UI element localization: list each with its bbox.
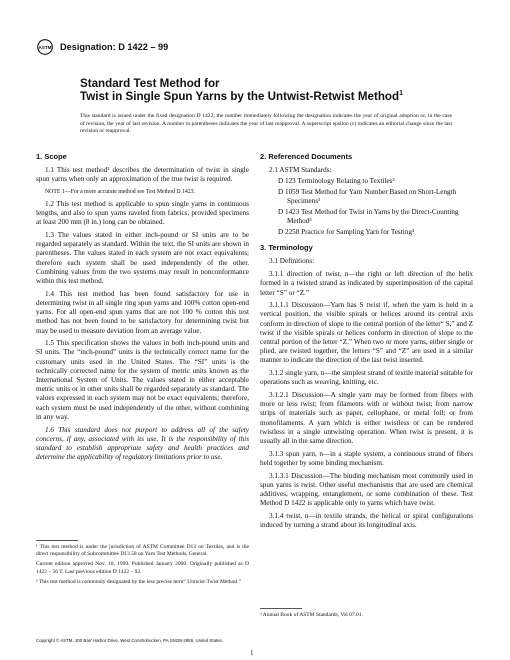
- footnote-rule: [36, 540, 78, 541]
- title-footnote-mark: 1: [399, 90, 403, 98]
- paragraph-3-1-2-1: 3.1.2.1 Discussion—A single yarn may be formed from fibers with more or less twist; from filaments with or without twist; from narrow strips of materials such as paper, cellophane, or metal foil; or from monofilaments. A yarn which is either twistless or can be rendered twistless in a single untwisting operation. When twist is present, it is usually all in the same direction.: [260, 391, 473, 446]
- referenced-documents-section: [260, 152, 473, 237]
- footnote-1: ¹ This test method is under the jurisdiction of ASTM Committee D13 on Textiles, and is the direct responsibility of Subcommittee D13.58 on Yarn Test Methods, General.: [36, 544, 249, 558]
- paragraph-3-1-3-1: 3.1.3.1 Discussion—The binding mechanism most commonly used in spun yarns is twist. Other useful mechanisms that are used are chemical additives, wrapping, entanglement, or some combination of these. Test Method D 1422 is applicable only to yarns which have twist.: [260, 471, 473, 508]
- paragraph-1-5: 1.5 This specification shows the values in both inch-pound units and SI units. The “inch-pound” units is the technically correct name for the customary units used in the United States. The “SI” units is the technically corrected name for the system of metric units known as the International System of Units. The values stated in either acceptable metric units or in other units shall be regarded separately as standard. The values expressed in each system may not be exact equivalents; therefore, each system must be used independently of the other, without combining in any way.: [36, 339, 249, 421]
- right-column: [260, 152, 473, 534]
- copyright-line: Copyright © ASTM, 100 Barr Harbor Drive, West Conshohocken, PA 19428-2959, United States.: [36, 638, 224, 643]
- subsection-definitions: 3.1 Definitions:: [269, 257, 315, 266]
- reference-item: D 1059 Test Method for Yarn Number Based on Short-Length Specimens³: [278, 187, 457, 206]
- title-line-1: Standard Test Method for: [80, 77, 220, 90]
- reference-item: D 1423 Test Method for Twist in Yarns by the Direct-Counting Method³: [278, 207, 459, 226]
- section-heading-terminology: 3. Terminology: [260, 243, 313, 253]
- footnote-3: ³ Annual Book of ASTM Standards, Vol 07.01.: [260, 612, 363, 618]
- paragraph-1-4: 1.4 This test method has been found satisfactory for use in determining twist in all single ring spun yarns and 100% cotton open-end yarns. For all open-end spun yarns that are not 100 % cotton this test method has not been found to be satisfactory for determining twist but may be used to measure deviation from an average value.: [36, 289, 249, 335]
- reference-item: D 2258 Practice for Sampling Yarn for Testing³: [278, 227, 415, 236]
- paragraph-3-1-1-1: 3.1.1.1 Discussion—Yarn has S twist if, when the yarn is held in a vertical position, the visible spirals or helices around its central axis conform in direction of slope to the central portion of the letter“ S,” and Z twist if the visible spirals or helices conform in direction of slope to the central portion of the letter “Z.” When two or more yarns, either single or plied, are twisted together, the letters “S” and “Z” are used in a similar manner to indicate the direction of the last twist inserted.: [260, 301, 473, 365]
- footnote-1-cont: Current edition approved Nov. 10, 1999. Published January 2000. Originally published as D 1422 – 56 T. Last previous edition D 1422 – 92.: [36, 561, 249, 575]
- footnotes-right: [260, 608, 473, 622]
- section-heading-referenced-documents: 2. Referenced Documents: [260, 152, 353, 161]
- designation-notice: This standard is issued under the fixed designation D 1422; the number immediately following the designation indicates the year of original adoption or, in the case of revision, the year of last revision. A number in parentheses indicates the year of last reapproval. A superscript epsilon (ε) indicates an editorial change since the last revision or reapproval.: [80, 113, 452, 135]
- paragraph-3-1-1: 3.1.1 direction of twist, n—the right or left direction of the helix formed in a twisted strand as indicated by superimposition of the capital letter “S” or “Z.”: [260, 270, 473, 297]
- astm-logo-icon: [36, 39, 54, 55]
- paragraph-1-3: 1.3 The values stated in either inch-pound or SI units are to be regarded separately as standard. Within the text, the SI units are shown in parentheses. The values stated in each system are not exact equivalents; therefore each system shall be used independently of the other. Combining values from the two systems may result in nonconformance within this test method.: [36, 231, 249, 286]
- paragraph-3-1-2: 3.1.2 single yarn, n—the simplest strand of textile material suitable for operations such as weaving, knitting, etc.: [260, 369, 473, 387]
- page-number: 1: [250, 649, 254, 657]
- svg-text:ASTM: ASTM: [38, 44, 52, 50]
- note-1: NOTE 1—For a more accurate method see Test Method D 1423.: [45, 188, 196, 195]
- document-title: [80, 77, 440, 103]
- document-header: [36, 39, 168, 55]
- paragraph-1-6: 1.6 This standard does not purport to address all of the safety concerns, if any, associated with its use. It is the responsibility of this standard to establish appropriate safety and health practices and determine the applicability of regulatory limitations prior to use.: [36, 425, 249, 462]
- section-heading-scope: 1. Scope: [36, 152, 67, 161]
- reference-list: [260, 177, 473, 237]
- reference-item: D 123 Terminology Relating to Textiles³: [278, 177, 395, 186]
- paragraph-1-1: 1.1 This test method² describes the determination of twist in single spun yarns when only an approximation of the true twist is required.: [36, 166, 249, 184]
- left-column: [36, 152, 249, 466]
- footnote-2: ² This test method is commonly designated by the less precise term“ Untwist-Twist Method.”: [36, 578, 241, 585]
- paragraph-1-2: 1.2 This test method is applicable to spun single yarns in continuous lengths, and also to spun yarns raveled from fabrics, provided specimens at least 200 mm (8 in.) long can be obtained.: [36, 199, 249, 227]
- designation: Designation: D 1422 – 99: [60, 42, 169, 52]
- paragraph-3-1-3: 3.1.3 spun yarn, n—in a staple system, a continuous strand of fibers held together by some binding mechanism.: [260, 449, 473, 467]
- footnote-rule: [260, 608, 302, 609]
- subsection-astm-standards: 2.1 ASTM Standards:: [269, 166, 332, 174]
- title-line-2: Twist in Single Spun Yarns by the Untwist-Retwist Method$^1$: [80, 90, 403, 103]
- paragraph-3-1-4: 3.1.4 twist, n—in textile strands, the helical or spiral configurations induced by turning a strand about its longitudinal axis.: [260, 512, 473, 530]
- footnotes-left: [36, 540, 249, 589]
